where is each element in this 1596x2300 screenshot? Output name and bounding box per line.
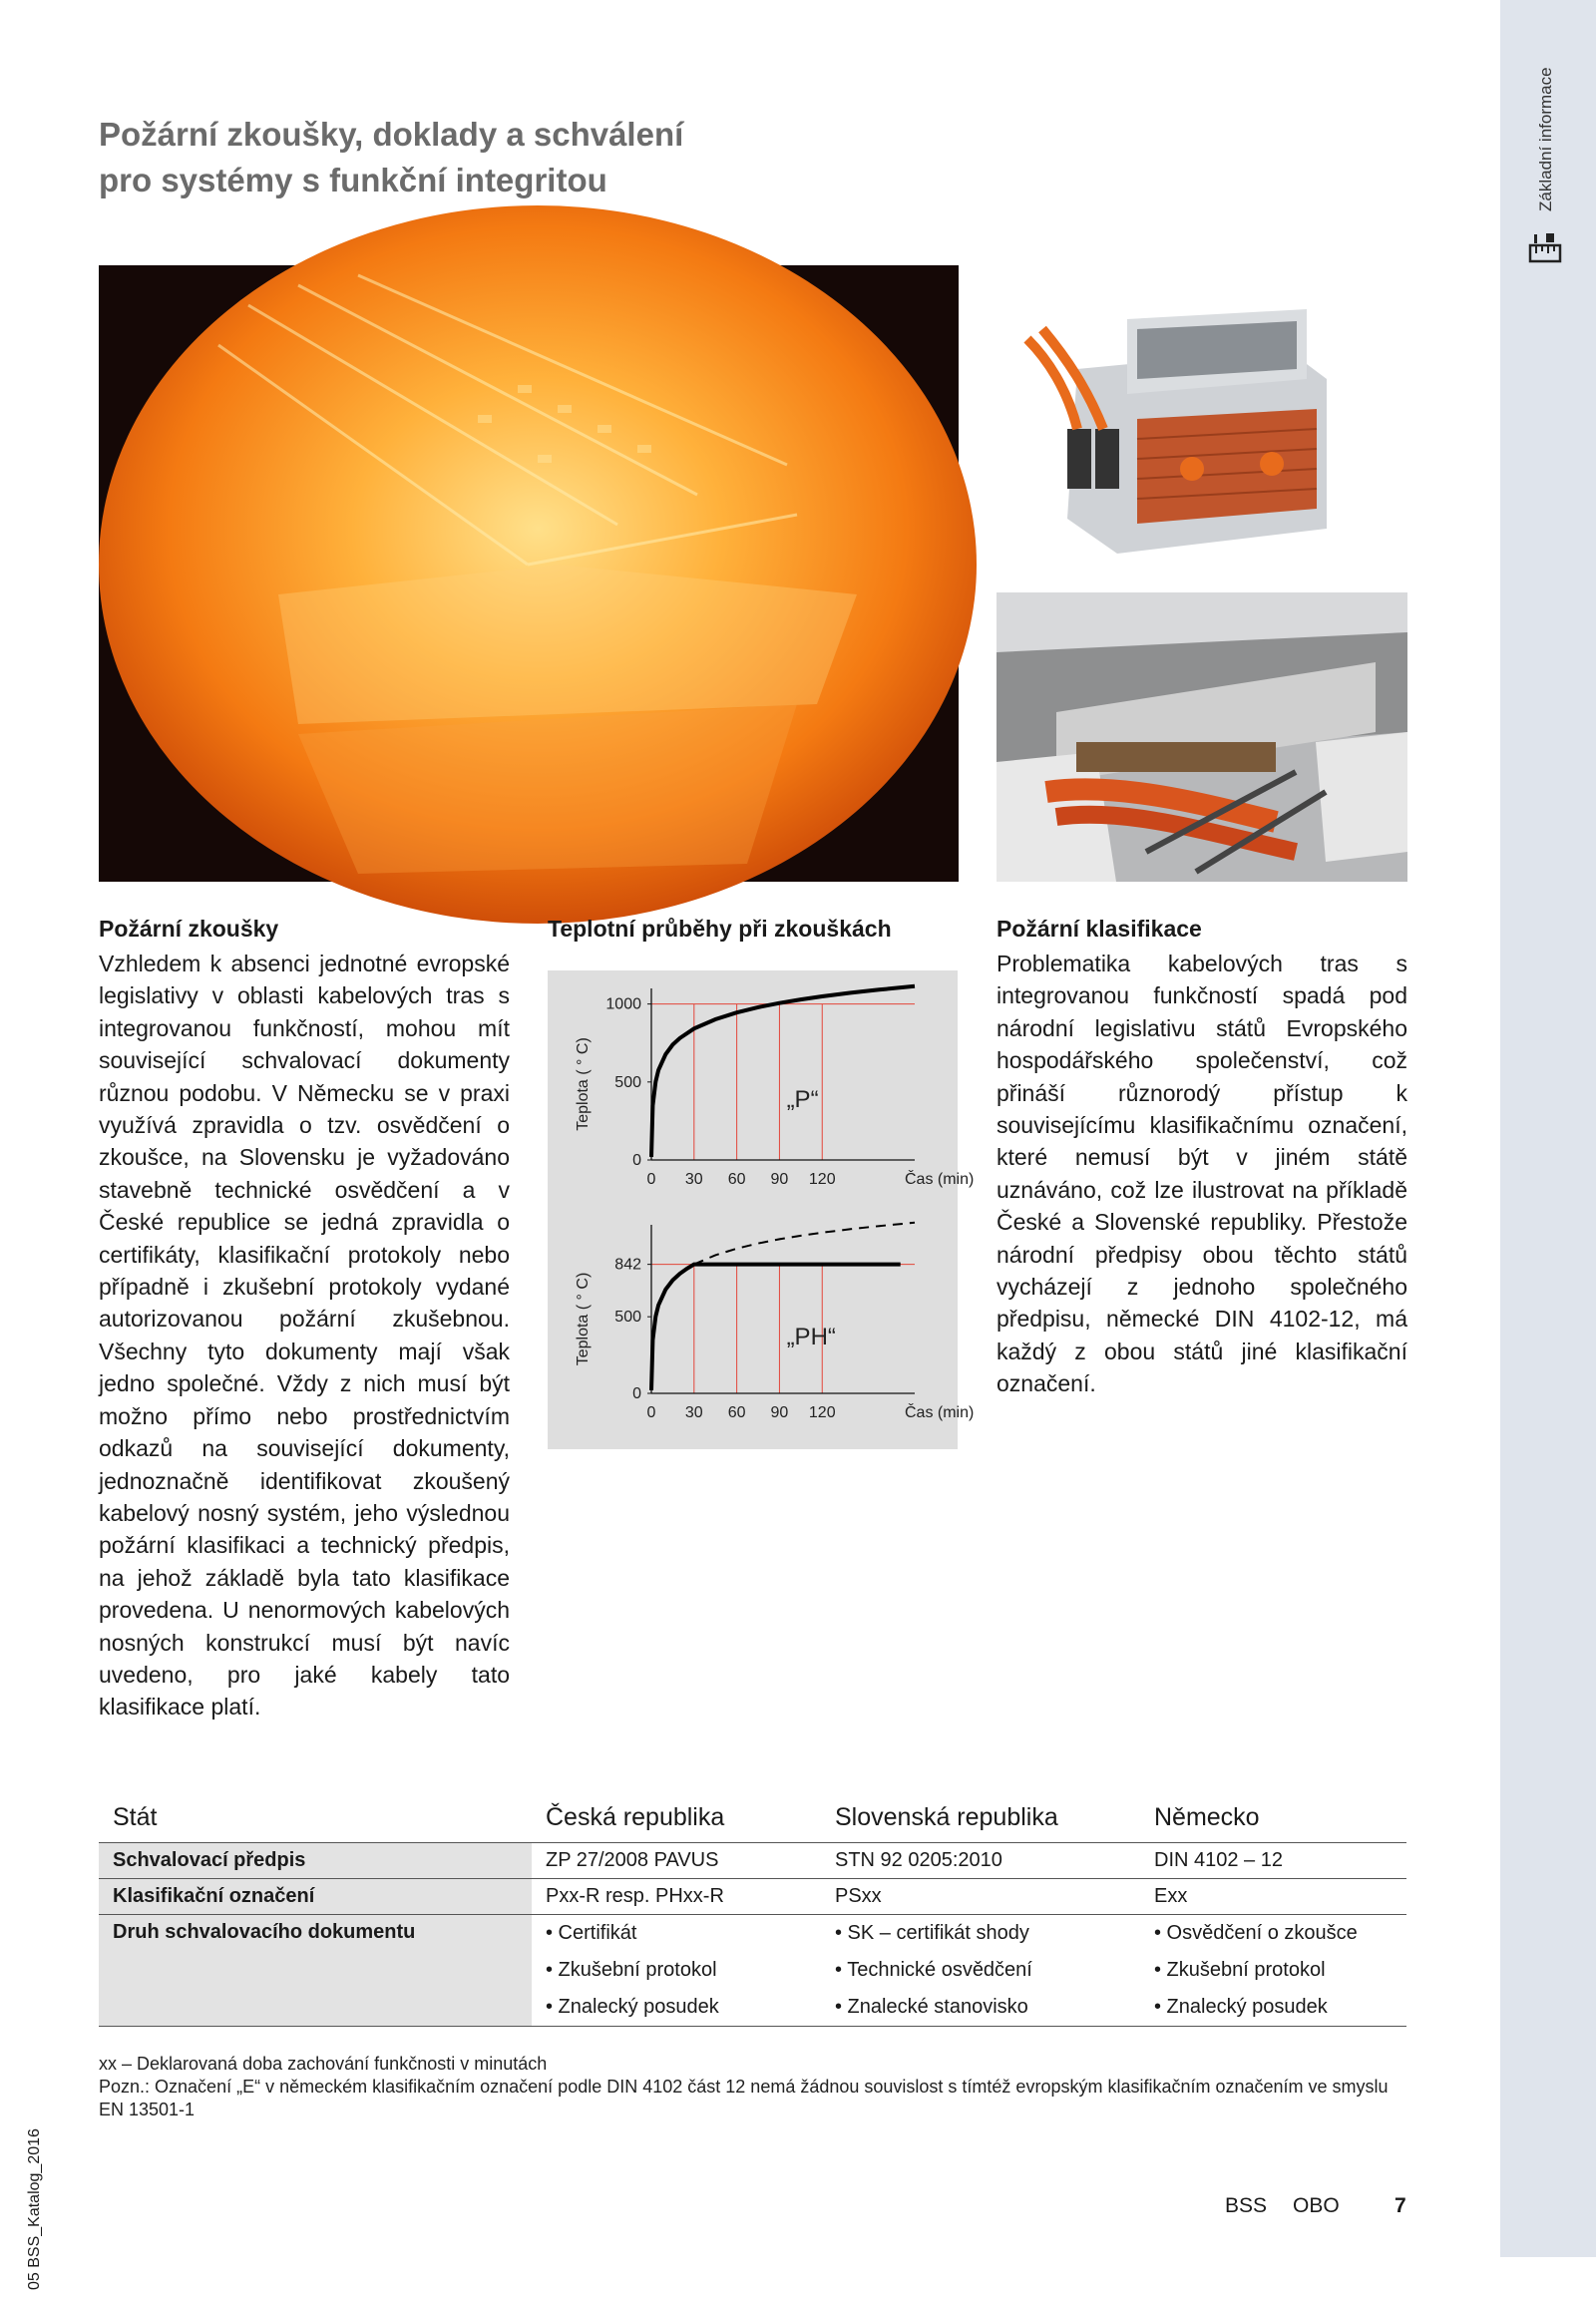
footer-brand-bss: BSS <box>1225 2194 1268 2217</box>
cable-tray-test-photo <box>997 592 1407 882</box>
fire-tests-section <box>99 910 510 1724</box>
x-axis-label: Čas (min) <box>905 1404 975 1421</box>
temperature-charts <box>548 970 975 1449</box>
table-cell: DIN 4102 – 12 <box>1140 1843 1406 1879</box>
x-tick-label: 90 <box>770 1171 789 1188</box>
table-row <box>99 1879 1406 1915</box>
table-cell: Pxx-R resp. PHxx-R <box>532 1879 821 1915</box>
table-cell <box>1140 1915 1406 2027</box>
list-item: • Certifikát <box>546 1922 637 1944</box>
table-cell: Exx <box>1140 1879 1406 1915</box>
sidebar-strip <box>1500 0 1596 2257</box>
y-tick-label: 1000 <box>605 995 641 1013</box>
list-item: • SK – certifikát shody <box>835 1922 1029 1944</box>
table-cell <box>821 1915 1140 2027</box>
table-row <box>99 1915 1406 2027</box>
table-header-row <box>99 1803 1406 1843</box>
column-header: Německo <box>1140 1803 1406 1843</box>
table-cell <box>532 1915 821 2027</box>
x-tick-label: 0 <box>646 1171 656 1188</box>
list-item: • Technické osvědčení <box>835 1959 1032 1981</box>
temperature-curve-dashed <box>694 1223 915 1265</box>
row-label: Druh schvalovacího dokumentu <box>99 1915 532 2027</box>
classification-table <box>99 1803 1406 2027</box>
x-tick-label: 60 <box>727 1171 746 1188</box>
y-tick-label: 0 <box>632 1152 641 1169</box>
table-cell: ZP 27/2008 PAVUS <box>532 1843 821 1879</box>
list-item: • Znalecké stanovisko <box>835 1996 1028 2018</box>
list-item: • Znalecký posudek <box>1154 1996 1328 2018</box>
catalog-label: 05 BSS_Katalog_2016 <box>26 2128 43 2290</box>
row-label: Schvalovací předpis <box>99 1843 532 1879</box>
curve-label: „PH“ <box>786 1323 836 1350</box>
y-axis-label: Teplota ( ° C) <box>575 1272 592 1366</box>
section-heading: Požární zkoušky <box>99 916 279 942</box>
section-body: Problematika kabelových tras s integrovanou funkčností spadá pod národní legislativu států Evropského hospodářského společenství, což přináší různorodý přístup k souvisejícímu klasifikačnímu označení, které nemusí být v jiném státě uznáváno, což lze ilustrovat na příkladě České a Slovenské republiky. Přestože národní předpisy obou těchto států vycházejí z jednoho společného předpisu, německé DIN 4102-12, má každý z obou států jiné klasifikační označení. <box>997 951 1407 1397</box>
footer-brand-obo: OBO <box>1293 2194 1340 2217</box>
y-tick-label: 500 <box>614 1073 641 1091</box>
temperature-curve <box>651 986 915 1157</box>
fire-classification-section <box>997 910 1407 1400</box>
section-body: Vzhledem k absenci jednotné evropské legislativy v oblasti kabelových tras s integrovanou funkčností, mohou mít související schvalovací dokumenty různou podobu. V Německu se v praxi využívá zpravidla o tzv. osvědčení o zkoušce, na Slovensku je vyžadováno stavebně technické osvědčení a v České republice se jedná zpravidla o certifikáty, klasifikační protokoly nebo případně i zkušební protokoly vydané autorizovanou požární zkušebnou. Všechny tyto dokumenty mají však jedno společné. Vždy z nich musí být možno přímo nebo prostřednictvím odkazů na související dokumenty, jednoznačně identifikovat zkoušený kabelový nosný systém, jeho výslednou požární klasifikaci a technický předpis, na jehož základě byla tato klasifikace provedena. U nenormových kabelových nosných konstrukcí musí být navíc uvedeno, pro jaké kabely tato klasifikace platí. <box>99 951 510 1721</box>
temperature-curve <box>651 1265 901 1390</box>
column-header: Stát <box>99 1803 532 1843</box>
row-label: Klasifikační označení <box>99 1879 532 1915</box>
column-header: Česká republika <box>532 1803 821 1843</box>
x-tick-label: 90 <box>770 1404 789 1421</box>
x-tick-label: 120 <box>808 1171 836 1188</box>
table-cell: STN 92 0205:2010 <box>821 1843 1140 1879</box>
fire-test-enclosure-photo <box>1007 299 1327 554</box>
x-tick-label: 30 <box>684 1171 703 1188</box>
page-number: 7 <box>1395 2194 1406 2217</box>
note-line: Pozn.: Označení „E“ v německém klasifikačním označení podle DIN 4102 část 12 nemá žádnou souvislost s tímtéž evropským klasifikačním označením ve smyslu EN 13501-1 <box>99 2077 1389 2119</box>
x-tick-label: 0 <box>646 1404 656 1421</box>
note-line: xx – Deklarovaná doba zachování funkčnosti v minutách <box>99 2054 548 2074</box>
sidebar-label: Základní informace <box>1536 67 1555 211</box>
x-axis-label: Čas (min) <box>905 1171 975 1188</box>
ruler-tools-icon <box>1528 231 1564 265</box>
temperature-curves-section <box>548 910 967 948</box>
column-header: Slovenská republika <box>821 1803 1140 1843</box>
x-tick-label: 60 <box>727 1404 746 1421</box>
list-item: • Zkušební protokol <box>1154 1959 1326 1981</box>
section-heading: Požární klasifikace <box>997 916 1202 942</box>
list-item: • Znalecký posudek <box>546 1996 719 2018</box>
furnace-photo <box>99 265 959 882</box>
y-tick-label: 500 <box>614 1309 641 1327</box>
temperature-charts-panel <box>548 970 975 1449</box>
x-tick-label: 120 <box>808 1404 836 1421</box>
y-tick-label: 842 <box>614 1256 641 1274</box>
table-row <box>99 1843 1406 1879</box>
y-axis-label: Teplota ( ° C) <box>575 1037 592 1131</box>
table-notes <box>99 2053 1406 2121</box>
curve-label: „P“ <box>786 1085 819 1113</box>
page-title: Požární zkoušky, doklady a schválení pro systémy s funkční integritou <box>99 116 684 198</box>
table-cell: PSxx <box>821 1879 1140 1915</box>
list-item: • Osvědčení o zkoušce <box>1154 1922 1358 1944</box>
section-heading: Teplotní průběhy při zkouškách <box>548 916 892 942</box>
list-item: • Zkušební protokol <box>546 1959 717 1981</box>
x-tick-label: 30 <box>684 1404 703 1421</box>
y-tick-label: 0 <box>632 1385 641 1402</box>
